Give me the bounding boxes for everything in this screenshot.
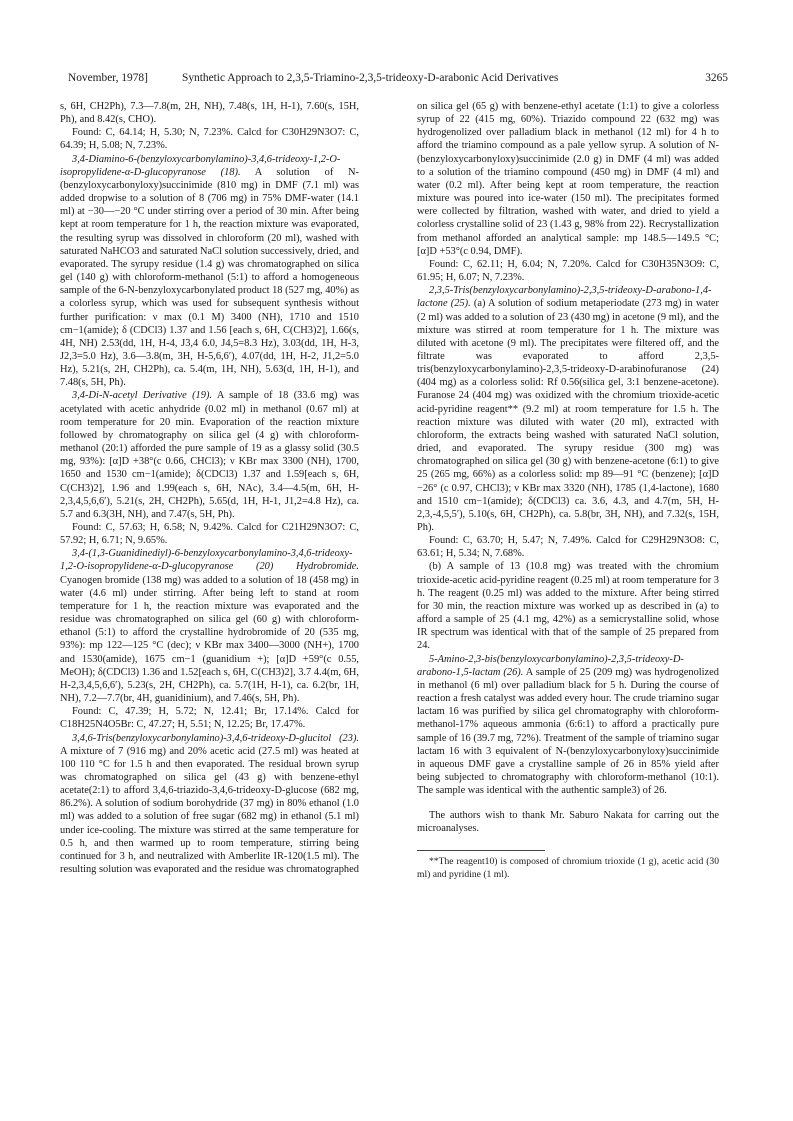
paragraph-text: Found: C, 64.14; H, 5.30; N, 7.23%. Calcd for C30H29N3O7: C, 64.39; H, 5.08; N, 7.23%. xyxy=(60,127,359,152)
paragraph-text: The authors wish to thank Mr. Saburo Nakata for carring out the microanalyses. xyxy=(417,810,719,835)
paragraph-text: Found: C, 57.63; H, 6.58; N, 9.42%. Calcd for C21H29N3O7: C, 57.92; H, 6.71; N, 9.65%. xyxy=(60,522,359,547)
section-heading: 5-Amino-2,3-bis(benzyloxycarbonylamino)-2,3,5-trideoxy-D-arabono-1,5-lactam (26). xyxy=(417,653,684,678)
paragraph xyxy=(60,547,359,705)
footnote-rule xyxy=(417,850,545,851)
paragraph-text: on silica gel (65 g) with benzene-ethyl acetate (1:1) to give a colorless syrup of 22 (415 mg, 60%). Triazido compound 22 (632 mg) was hydrogenolized over palladium black in methanol (12 ml) for 4 h to afford the triamino compound as a pale yellow syrup. A solution of N-(benzyloxycarbonyloxy)succinimide (2.0 g) in DMF (4 ml) was added to a solution of the triamino compound (450 mg) in DMF (4 ml) and water (0.2 ml). After being kept at room temperature, the reaction mixture was poured into ice-water (150 ml). The precipitates formed were collected by filtration, washed with water, and dried to yield a colorless crystalline solid of 23 (1.43 g, 98% from 22). Recrystallization from methanol afforded an analytical sample: mp 148.5—149.5 °C; [α]D +53°(c 0.94, DMF). xyxy=(417,101,719,257)
paragraph xyxy=(60,126,359,152)
paragraph-text: A solution of N-(benzyloxycarbonyloxy)succinimide (810 mg) in DMF (7.1 ml) was added dropwise to a solution of 8 (706 mg) in 75% DMF-water (14.1 ml) at −30—−20 °C under stirring over a period of 30 min. After being kept at room temperature for 1 h, the reaction mixture was evaporated, the resulting syrup was dissolved in chloroform (20 ml), washed with saturated NaHCO3 and saturated NaCl solution successively, dried, and evaporated. The syrupy residue (1.4 g) was chromatographed on silica gel (140 g) with chloroform-methanol (5:1) to afford a homogeneous sample of the 6-N-benzyloxycarbonylated product 18 (527 mg, 40%) as a colorless syrup, which was used for subsequent synthesis without further purification: ν max (0.1 M) 3400 (NH), 1710 and 1510 cm−1(amide); δ (CDCl3) 1.37 and 1.56 [each s, 6H, C(CH3)2], 1.66(s, 4H, NH) 2.53(dd, 1H, H-4, J3,4 6.0, J4,5=8.3 Hz), 3.03(dd, 1H, H-3, J2,3=5.0 Hz), 3.6—3.8(m, 3H, H-5,6,6′), 4.07(dd, 1H, H-2, J1,2=5.0 Hz), 5.21(s, 2H, CH2Ph), ca. 5.4(m, 1H, NH), 5.63(d, 1H, H-1), and 7.48(s, 5H, Ph). xyxy=(60,166,359,389)
paragraph xyxy=(417,809,719,835)
paragraph xyxy=(60,153,359,390)
paragraph-text: A mixture of 7 (916 mg) and 20% acetic acid (27.5 ml) was heated at 100 110 °C for 1.5 h and then evaporated. The residual brown syrup was chromatographed on silica gel (43 g) with benzene-ethyl acetate(2:1) to afford 3,4,6-triazido-3,4,6-trideoxy-D-glucose (682 mg, 86.2%). A solution of sodium borohydride (37 mg) in 80% ethanol (1.0 ml) was added to a solution of free sugar (682 mg) in ethanol (5.1 ml) under ice-cooling. The mixture was stirred at the same temperature for 0.5 h, and then warmed up to room temperature, stirring being continued for 3 h, and neutralized with Amberlite IR-120(1.5 ml). The resulting solution was evaporated and the residue was chromatographed xyxy=(60,745,359,876)
section-heading: 3,4-(1,3-Guanidinediyl)-6-benzyloxycarbonylamino-3,4,6-trideoxy-1,2-O-isopropylidene-α-D-glucopyranose (20) Hydrobromide. xyxy=(60,548,359,573)
paragraph-text: s, 6H, CH2Ph), 7.3—7.8(m, 2H, NH), 7.48(s, 1H, H-1), 7.60(s, 15H, Ph), and 8.42(s, CHO). xyxy=(60,101,359,126)
page-number: 3265 xyxy=(705,72,728,84)
paragraph xyxy=(60,100,359,126)
paragraph-text: A sample of 18 (33.6 mg) was acetylated with acetic anhydride (0.02 ml) in methanol (0.67 ml) at room temperature for 20 min. Evaporation of the reaction mixture followed by chromatography on silica gel (4 g) with chloroform-methanol (20:1) afforded the pure sample of 19 as a glassy solid (30.5 mg, 93%): [α]D +38°(c 0.66, CHCl3); ν KBr max 3300 (NH), 1700, 1650 and 1530 cm−1(amide); δ(CDCl3) 1.37 and 1.59[each s, 6H, C(CH3)2], 1.96 and 1.99(each s, 6H, NAc), 3.4—4.5(m, 6H, H-2,3,4,5,6,6′), 5.21(s, 2H, CH2Ph), 5.65(d, 1H, H-1, J1,2=4.8 Hz), ca. 5.7 and 6.3(3H, NH), and 7.47(s, 5H, Ph). xyxy=(60,390,360,520)
section-heading: 3,4,6-Tris(benzyloxycarbonylamino)-3,4,6-trideoxy-D-glucitol (23). xyxy=(72,732,359,744)
paragraph xyxy=(417,560,719,652)
paragraph xyxy=(417,653,719,798)
paragraph xyxy=(417,100,719,258)
paragraph-text: Found: C, 62.11; H, 6.04; N, 7.20%. Calcd for C30H35N3O9: C, 61.95; H, 6.07; N, 7.23%. xyxy=(417,258,719,284)
section-heading: 3,4-Diamino-6-(benzyloxycarbonylamino)-3,4,6-trideoxy-1,2-O-isopropylidene-α-D-glucopyranose (18). xyxy=(60,153,341,178)
paragraph xyxy=(60,732,359,877)
section-heading: 3,4-Di-N-acetyl Derivative (19). xyxy=(72,390,213,402)
left-column xyxy=(60,100,359,876)
section-heading: 2,3,5-Tris(benzyloxycarbonylamino)-2,3,5-trideoxy-D-arabono-1,4-lactone (25). xyxy=(417,285,712,310)
paragraph-text: (b) A sample of 13 (10.8 mg) was treated with the chromium trioxide-acetic acid-pyridine reagent (0.25 ml) at room temperature for 3 h. The reagent (0.25 ml) was added to the mixture. After being stirred for 30 min, the reaction mixture was worked up as described in (a) to afford a sample of 25 (4.1 mg, 42%) as a semicrystalline solid, whose IR spectrum was identical with that of the sample of 25 prepared from 24. xyxy=(417,561,719,652)
paragraph xyxy=(60,705,359,731)
header-date: November, 1978] xyxy=(68,72,148,84)
paragraph-text: (a) A solution of sodium metaperiodate (273 mg) in water (2 ml) was added to a solution of 23 (430 mg) in acetone (9 ml), and the mixture was stirred at room temperature for 1 h. The mixture was diluted with acetone (9 ml). The precipitates were filtered off, and the filtrate was evaporated to afford 2,3,5-tris(benzyloxycarbonylamino)-2,3,5-trideoxy-D-arabinofuranose (24) (404 mg) as a colorless solid: Rf 0.56(silica gel, 3:1 benzene-acetone). Furanose 24 (404 mg) was oxidized with the chromium trioxide-acetic acid-pyridine reagent** (9.2 ml) at room temperature for 1.5 h. The reaction mixture was diluted with water (20 ml), extracted with chloroform, the extracts being washed with saturated NaCl solution, dried, and evaporated. The syrupy residue (300 mg) was chromatographed on silica gel (30 g) with benzene-acetone (6:1) to give 25 (265 mg, 66%) as a colorless solid: mp 89—91 °C (benzene); [α]D −26° (c 0.97, CHCl3); ν KBr max 3320 (NH), 1785 (1,4-lactone), 1680 and 1510 cm−1(amide); δ(CDCl3) ca. 3.6, 4.3, and 4.7(m, 5H, H-2,3,-4,5,5′), 5.10(s, 6H, CH2Ph), ca. 5.8(br, 3H, NH), and 7.32(s, 15H, Ph). xyxy=(417,298,719,533)
paragraph-text: A sample of 25 (209 mg) was hydrogenolized in methanol (6 ml) over palladium black for 5 h. During the course of reaction a fresh catalyst was added every hour. The crude triamino sugar lactam 16 was purified by silica gel chromatography with chloroform-methanol-17% aqueous ammonia (6:6:1) to afford a practically pure sample of 16 (39.7 mg, 72%). Treatment of the sample of triamino sugar lactam 16 with 3 equivalent of N-(benzyloxycarbonyloxy)succinimide in aqueous DMF gave a crystalline sample of 26 in 85% yield after being subjected to chromatography with chloroform-methanol (10:1). The sample was identical with the authentic sample3) of 26. xyxy=(417,666,719,797)
paragraph xyxy=(60,389,359,521)
paragraph-text: Found: C, 47.39; H, 5.72; N, 12.41; Br, 17.14%. Calcd for C18H25N4O5Br: C, 47.27; H, 5.51; N, 12.25; Br, 17.47%. xyxy=(60,706,359,731)
paragraph xyxy=(60,521,359,547)
paragraph xyxy=(417,258,719,284)
right-column xyxy=(417,100,719,881)
footnote xyxy=(417,855,719,881)
paragraph xyxy=(417,284,719,534)
running-header xyxy=(68,72,728,88)
paragraph xyxy=(417,534,719,560)
paragraph-text: **The reagent10) is composed of chromium trioxide (1 g), acetic acid (30 ml) and pyridine (1 ml). xyxy=(417,855,719,880)
header-title: Synthetic Approach to 2,3,5-Triamino-2,3,5-trideoxy-D-arabonic Acid Derivatives xyxy=(182,72,559,84)
paragraph-text: Cyanogen bromide (138 mg) was added to a solution of 18 (458 mg) in water (4.6 ml) under stirring. After being left to stand at room temperature for 1 h, the reaction mixture was evaporated and the residue was chromatographed on silica gel (60 g) with chloroform-ethanol (5:1) to afford the crystalline hydrobromide of 20 (535 mg, 93%): mp 122—125 °C (dec); ν KBr max 3400—3000 (NH+), 1700 and 1530(amide), 1675 cm−1 (guanidium +); [α]D +59°(c 0.55, MeOH); δ(CDCl3) 1.36 and 1.52[each s, 6H, C(CH3)2], 3.7 4.4(m, 6H, H-2,3,4,5,6,6′), 5.23(s, 2H, CH2Ph), ca. 5.7(1H, H-1), ca. 6.2(br, 1H, NH), 7.2—7.7(br, 4H, guanidinium), and 7.46(s, 5H, Ph). xyxy=(60,574,359,705)
paragraph-text: Found: C, 63.70; H, 5.47; N, 7.49%. Calcd for C29H29N3O8: C, 63.61; H, 5.34; N, 7.68%. xyxy=(417,535,719,560)
